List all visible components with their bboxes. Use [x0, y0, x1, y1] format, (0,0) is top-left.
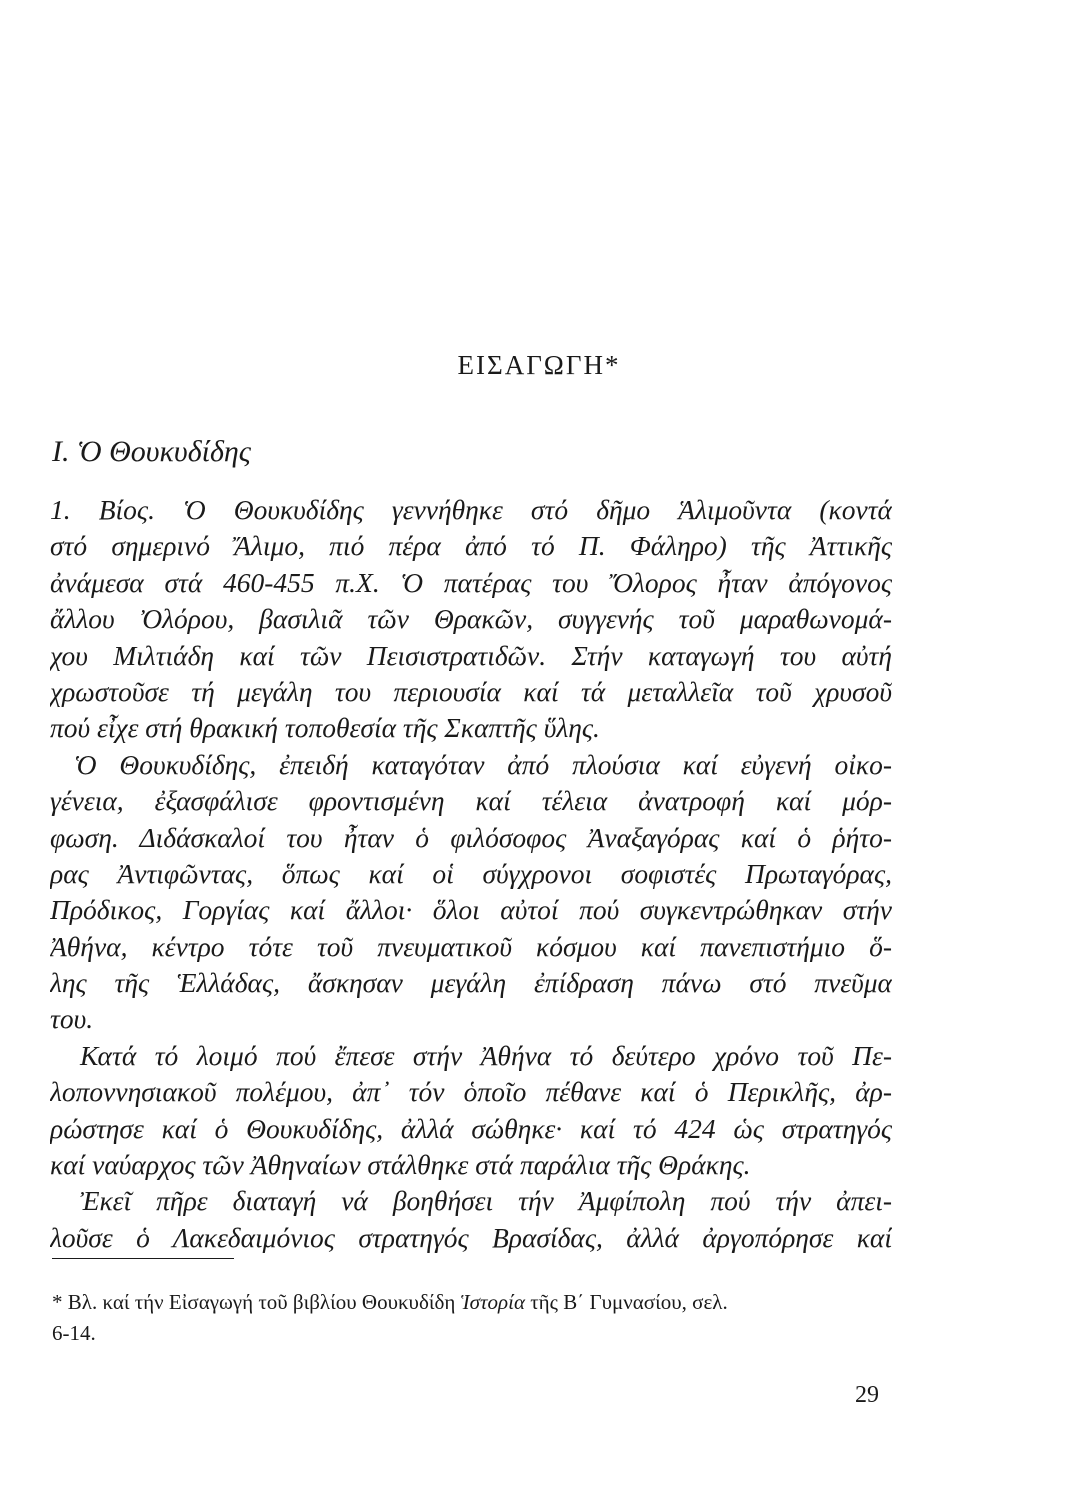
section-heading: Ι. Ὁ Θουκυδίδης — [52, 435, 251, 468]
text-line: λοῦσε ὁ Λακεδαιμόνιος στρατηγός Βρασίδας, ἀλλά ἀργοπόρησε καί — [50, 1221, 892, 1253]
footnote-divider — [52, 1258, 234, 1259]
text-line: Πρόδικος, Γοργίας καί ἄλλοι· ὅλοι αὐτοί πού συγκεντρώθηκαν στήν — [50, 894, 892, 926]
text-line: καί ναύαρχος τῶν Ἀθηναίων στάλθηκε στά παράλια τῆς Θράκης. — [50, 1149, 751, 1181]
text-line: γένεια, ἐξασφάλισε φροντισμένη καί τέλεια ἀνατροφή καί μόρ- — [50, 785, 892, 817]
footnote-pages: 6-14. — [52, 1321, 96, 1345]
text-line: ἀνάμεσα στά 460-455 π.Χ. Ὁ πατέρας του Ὄλορος ἦταν ἀπόγονος — [50, 566, 892, 598]
chapter-title: ΕΙΣΑΓΩΓΗ* — [457, 350, 621, 380]
text-line: Ἐκεῖ πῆρε διαταγή νά βοηθήσει τήν Ἀμφίπολη πού τήν ἀπει- — [80, 1185, 892, 1217]
text-line: λοποννησιακοῦ πολέμου, ἀπ᾽ τόν ὁποῖο πέθανε καί ὁ Περικλῆς, ἀρ- — [50, 1076, 892, 1108]
text-line: λης τῆς Ἑλλάδας, ἄσκησαν μεγάλη ἐπίδραση πάνω στό πνεῦμα — [50, 967, 892, 999]
page-number: 29 — [855, 1382, 879, 1408]
text-line: φωση. Διδάσκαλοί του ἦταν ὁ φιλόσοφος Ἀναξαγόρας καί ὁ ῥήτο- — [50, 821, 892, 853]
text-line: Κατά τό λοιμό πού ἔπεσε στήν Ἀθήνα τό δεύτερο χρόνο τοῦ Πε- — [80, 1039, 892, 1071]
text-line: ρας Ἀντιφῶντας, ὅπως καί οἱ σύγχρονοι σοφιστές Πρωταγόρας, — [50, 857, 892, 889]
footnote-line — [52, 1287, 898, 1318]
footnote — [52, 1287, 898, 1349]
text-line: 1. Βίος. Ὁ Θουκυδίδης γεννήθηκε στό δῆμο Ἁλιμοῦντα (κοντά — [50, 494, 892, 525]
body-text — [50, 492, 892, 1256]
text-line: του. — [50, 1003, 94, 1035]
text-line: χου Μιλτιάδη καί τῶν Πεισιστρατιδῶν. Στήν καταγωγή του αὐτή — [50, 639, 892, 671]
text-line: Ὁ Θουκυδίδης, ἐπειδή καταγόταν ἀπό πλούσια καί εὐγενή οἰκο- — [74, 748, 892, 780]
text-line: πού εἶχε στή θρακική τοποθεσία τῆς Σκαπτῆς ὕλης. — [50, 712, 600, 744]
footnote-prefix: * Βλ. καί τήν Εἰσαγωγή τοῦ βιβλίου Θουκυδίδη — [52, 1290, 461, 1314]
text-line: ἄλλου Ὀλόρου, βασιλιᾶ τῶν Θρακῶν, συγγενής τοῦ μαραθωνομά- — [50, 603, 892, 635]
footnote-book-title: Ἱστορία — [460, 1290, 525, 1314]
text-line: Ἀθήνα, κέντρο τότε τοῦ πνευματικοῦ κόσμου καί πανεπιστήμιο ὅ- — [50, 930, 892, 962]
text-line: στό σημερινό Ἄλιμο, πιό πέρα ἀπό τό Π. Φάληρο) τῆς Ἀττικῆς — [50, 530, 892, 562]
footnote-suffix: τῆς Β΄ Γυμνασίου, σελ. — [524, 1290, 728, 1314]
text-line: χρωστοῦσε τή μεγάλη του περιουσία καί τά μεταλλεῖα τοῦ χρυσοῦ — [50, 675, 892, 707]
text-line: ρώστησε καί ὁ Θουκυδίδης, ἀλλά σώθηκε· καί τό 424 ὡς στρατηγός — [50, 1112, 892, 1144]
